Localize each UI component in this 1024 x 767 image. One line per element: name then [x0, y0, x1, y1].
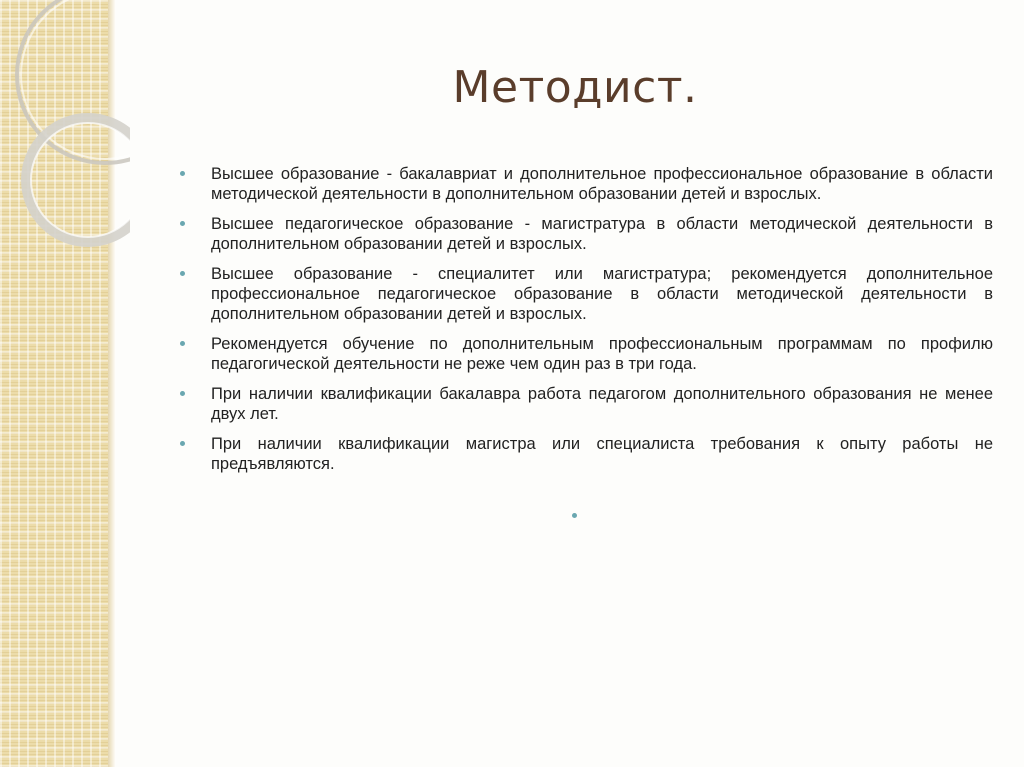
empty-bullet-icon: [572, 513, 577, 518]
ring-upper: [17, 0, 130, 163]
bullet-icon: [180, 391, 185, 396]
list-item: [178, 334, 993, 374]
slide-title: Методист.: [452, 62, 698, 113]
bullet-icon: [180, 341, 185, 346]
list-item-text: При наличии квалификации бакалавра работа педагогом дополнительного образования не менее двух лет.: [211, 385, 993, 423]
list-item-text: Высшее педагогическое образование - магистратура в области методической деятельности в дополнительном образовании детей и взрослых.: [211, 215, 993, 253]
list-item: [178, 214, 993, 254]
list-item-text: Высшее образование - бакалавриат и дополнительное профессиональное образование в области методической деятельности в дополнительном образовании детей и взрослых.: [211, 165, 993, 203]
list-item: [178, 164, 993, 204]
list-item-text: При наличии квалификации магистра или специалиста требования к опыту работы не предъявляются.: [211, 435, 993, 473]
decorative-rings-icon: [0, 0, 130, 260]
bullet-icon: [180, 221, 185, 226]
list-item: [178, 384, 993, 424]
list-item-text: Высшее образование - специалитет или магистратура; рекомендуется дополнительное профессиональное педагогическое образование в области методической деятельности в дополнительном образовании детей и взрослых.: [211, 265, 993, 323]
bullet-icon: [180, 171, 185, 176]
bullet-list: [178, 164, 993, 484]
ring-lower: [26, 118, 130, 242]
ring-upper-highlight: [21, 0, 130, 159]
bullet-icon: [180, 271, 185, 276]
list-item: [178, 434, 993, 474]
list-item-text: Рекомендуется обучение по дополнительным профессиональным программам по профилю педагогической деятельности не реже чем один раз в три года.: [211, 335, 993, 373]
bullet-icon: [180, 441, 185, 446]
list-item: [178, 264, 993, 324]
